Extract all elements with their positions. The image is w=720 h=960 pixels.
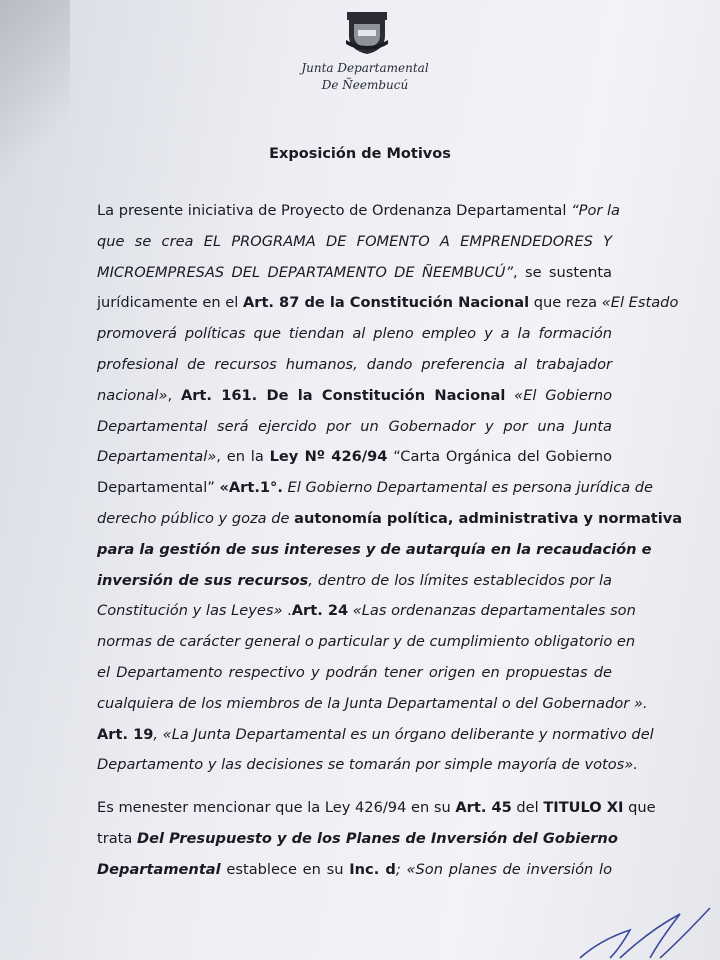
text-line bbox=[97, 227, 612, 258]
text-run: El Gobierno Departamental es persona jurídica de bbox=[282, 479, 654, 497]
text-run: «El Gobierno bbox=[505, 386, 612, 404]
text-line bbox=[97, 689, 648, 720]
text-run: La presente iniciativa de Proyecto de Ordenanza Departamental bbox=[97, 202, 572, 219]
text-run: , «La Junta Departamental es un órgano deliberante y normativo del bbox=[153, 725, 654, 743]
text-run: que reza bbox=[529, 294, 602, 312]
institution-name bbox=[290, 60, 440, 94]
text-run: Departamental» bbox=[97, 448, 217, 466]
text-run: «Art.1°. bbox=[219, 479, 283, 497]
text-run: , en la bbox=[216, 448, 270, 466]
text-run: normas de carácter general o particular y de cumplimiento obligatorio en bbox=[97, 633, 636, 651]
text-line bbox=[97, 288, 679, 319]
text-run: del bbox=[511, 799, 544, 817]
paragraph-1 bbox=[97, 196, 683, 781]
text-run: Es menester mencionar que la Ley 426/94 en su bbox=[97, 799, 456, 817]
paragraph-2 bbox=[97, 793, 656, 885]
document-body bbox=[97, 196, 683, 886]
text-line bbox=[97, 412, 612, 443]
text-run: Art. 161. De la Constitución Nacional bbox=[180, 386, 506, 404]
text-run: ; «Son planes de inversión lo bbox=[395, 860, 612, 878]
text-run: Inc. d bbox=[349, 860, 396, 878]
text-run: trata bbox=[97, 829, 137, 847]
text-run: , dentro de los límites establecidos por la bbox=[308, 571, 612, 589]
text-run: Ley Nº 426/94 bbox=[269, 448, 388, 466]
text-line bbox=[97, 319, 612, 350]
text-line bbox=[97, 535, 652, 566]
text-run: Departamental será ejercido por un Gobernador y por una Junta bbox=[97, 417, 612, 435]
text-run: promoverá políticas que tiendan al pleno empleo y a la formación bbox=[97, 325, 612, 343]
text-run: para la gestión de sus intereses y de autarquía en la recaudación e bbox=[97, 540, 652, 558]
text-line bbox=[97, 824, 618, 855]
page-shadow bbox=[0, 0, 70, 200]
text-line bbox=[97, 750, 638, 781]
text-run: Art. 87 de la Constitución Nacional bbox=[242, 294, 530, 312]
text-run: Constitución y las Leyes» bbox=[97, 602, 283, 620]
text-run: Departamento y las decisiones se tomarán por simple mayoría de votos». bbox=[97, 756, 638, 774]
text-line bbox=[97, 658, 612, 689]
crest-seal-icon bbox=[344, 10, 390, 56]
text-run: que bbox=[623, 799, 656, 817]
text-line bbox=[97, 442, 612, 473]
pen-scribble-icon bbox=[560, 900, 720, 960]
institution-line-2: De Ñeembucú bbox=[321, 78, 409, 92]
text-run: “Por la bbox=[571, 202, 621, 219]
text-run: , se sustenta bbox=[513, 263, 613, 281]
text-run: establece en su bbox=[220, 860, 350, 878]
text-line bbox=[97, 473, 654, 504]
text-line bbox=[97, 350, 612, 381]
text-run: profesional de recursos humanos, dando preferencia al trabajador bbox=[97, 355, 612, 373]
text-run: jurídicamente en el bbox=[97, 294, 243, 312]
text-run: TITULO XI bbox=[543, 799, 624, 817]
text-line bbox=[97, 258, 612, 289]
text-run: que se crea EL PROGRAMA DE FOMENTO A EMPRENDEDORES Y bbox=[97, 232, 612, 250]
text-line bbox=[97, 381, 612, 412]
text-run: Del Presupuesto y de los Planes de Inversión del Gobierno bbox=[136, 829, 618, 847]
text-line bbox=[97, 855, 612, 886]
text-line bbox=[97, 504, 683, 535]
text-run: «El Estado bbox=[601, 294, 679, 312]
text-run: Departamental” bbox=[97, 479, 220, 497]
text-run: nacional» bbox=[97, 386, 168, 404]
text-run: . bbox=[282, 602, 292, 620]
text-run: autonomía política, administrativa y normativa bbox=[294, 509, 683, 527]
text-run: “Carta Orgánica del Gobierno bbox=[387, 448, 613, 466]
text-line bbox=[97, 627, 636, 658]
text-line bbox=[97, 596, 636, 627]
text-line bbox=[97, 196, 621, 227]
document-title: Exposición de Motivos bbox=[269, 146, 451, 162]
text-run: el Departamento respectivo y podrán tener origen en propuestas de bbox=[97, 663, 612, 681]
text-line bbox=[97, 566, 612, 597]
text-run: «Las ordenanzas departamentales son bbox=[348, 602, 636, 620]
text-line bbox=[97, 720, 654, 751]
text-run: derecho público y goza de bbox=[97, 509, 295, 527]
text-run: Departamental bbox=[97, 860, 221, 878]
text-run: Art. 19 bbox=[97, 725, 154, 743]
text-run: , bbox=[167, 386, 181, 404]
text-run: cualquiera de los miembros de la Junta Departamental o del Gobernador ». bbox=[97, 694, 648, 712]
text-line bbox=[97, 793, 656, 824]
text-run: Art. 24 bbox=[291, 602, 349, 620]
text-run: Art. 45 bbox=[455, 799, 512, 817]
text-run: MICROEMPRESAS DEL DEPARTAMENTO DE ÑEEMBUCÚ” bbox=[97, 263, 514, 281]
institution-line-1: Junta Departamental bbox=[301, 61, 429, 75]
text-run: inversión de sus recursos bbox=[97, 571, 309, 589]
